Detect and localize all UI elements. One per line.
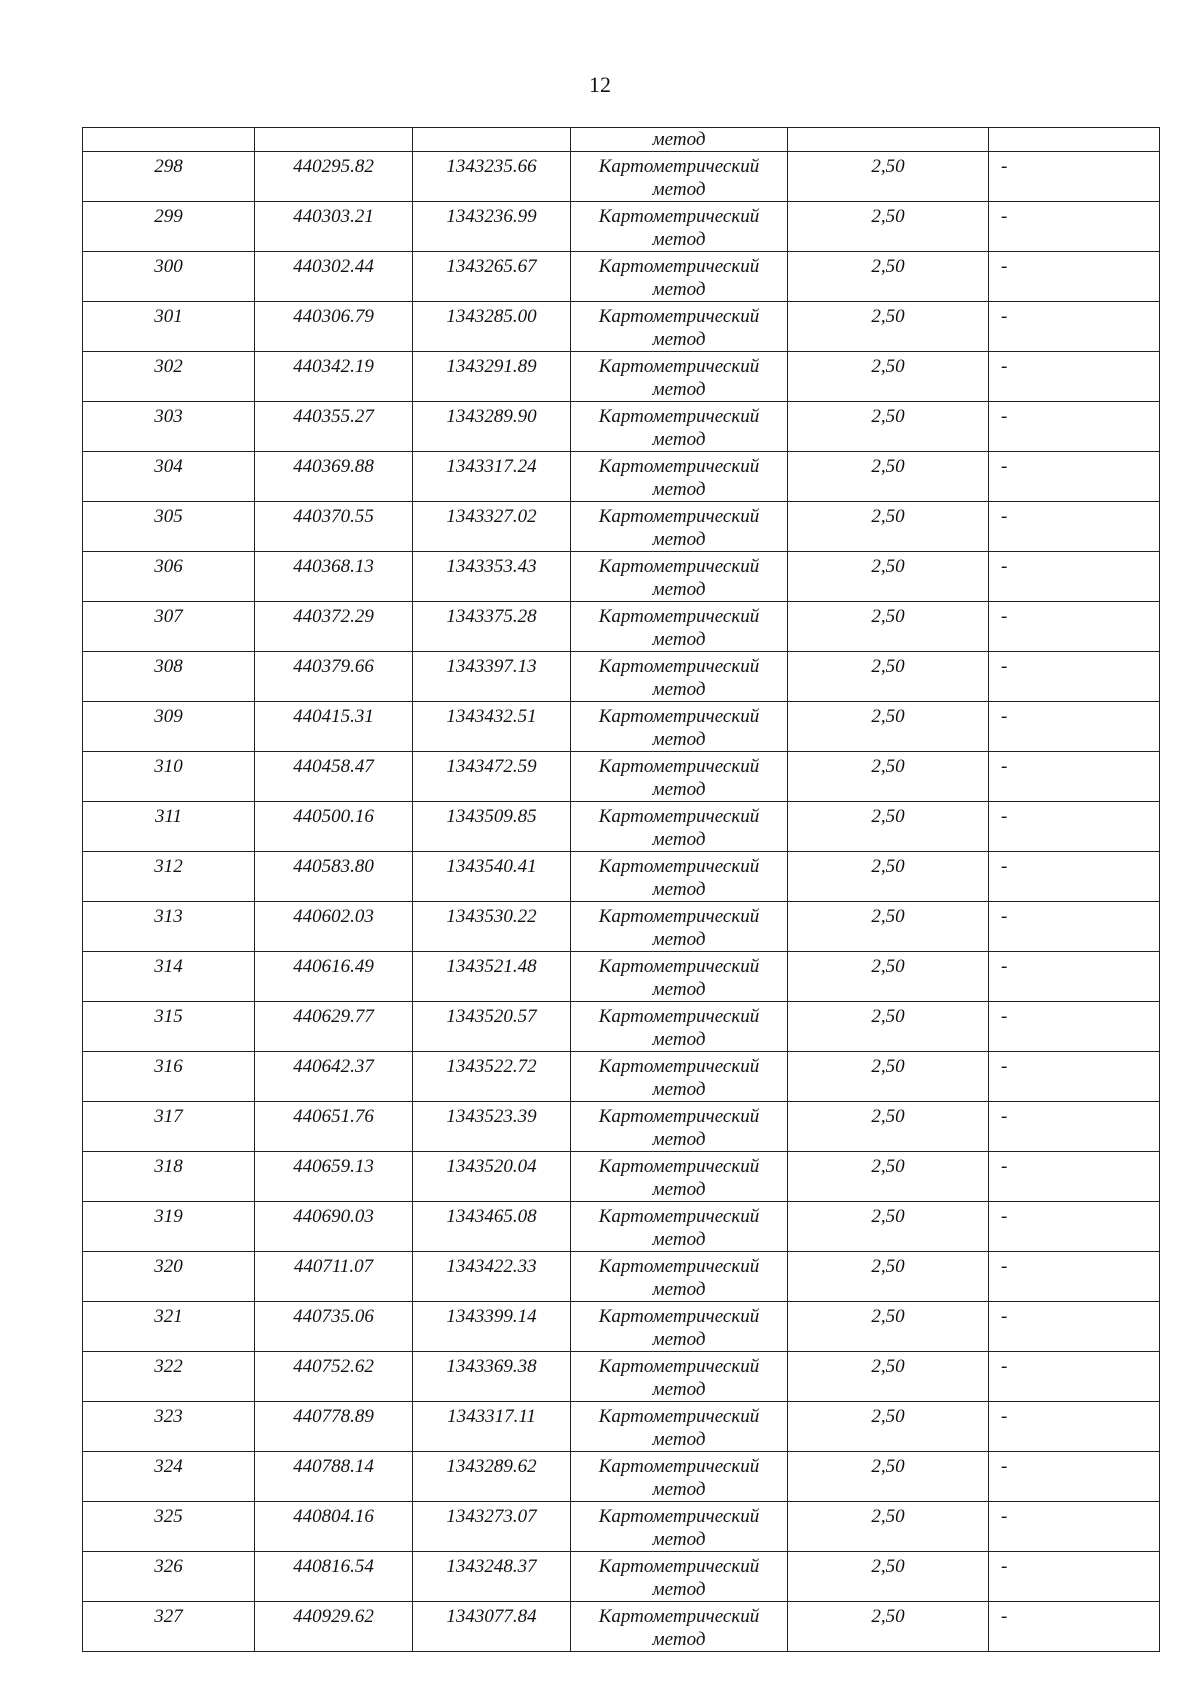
point-number-cell: 316	[83, 1052, 255, 1102]
table-row	[83, 502, 1160, 552]
accuracy-cell: 2,50	[788, 702, 989, 752]
x-coordinate-cell: 440752.62	[255, 1352, 413, 1402]
method-cell	[571, 1052, 788, 1102]
x-coordinate-cell: 440929.62	[255, 1602, 413, 1652]
point-number-cell: 299	[83, 202, 255, 252]
method-line-1: Картометрический	[598, 1356, 760, 1377]
method-line-1: Картометрический	[598, 606, 760, 627]
method-cell	[571, 202, 788, 252]
table-row	[83, 802, 1160, 852]
point-number-cell: 322	[83, 1352, 255, 1402]
note-cell: -	[989, 502, 1160, 552]
method-line-1: Картометрический	[598, 556, 760, 577]
method-cell	[571, 1402, 788, 1452]
y-coordinate-cell: 1343521.48	[413, 952, 571, 1002]
note-cell: -	[989, 1552, 1160, 1602]
x-coordinate-cell: 440355.27	[255, 402, 413, 452]
table-row	[83, 852, 1160, 902]
point-number-cell: 312	[83, 852, 255, 902]
method-line-1: Картометрический	[598, 656, 760, 677]
method-cell	[571, 802, 788, 852]
x-coordinate-cell: 440616.49	[255, 952, 413, 1002]
accuracy-cell: 2,50	[788, 1052, 989, 1102]
method-cell	[571, 702, 788, 752]
table-row	[83, 152, 1160, 202]
table-row	[83, 1402, 1160, 1452]
note-cell: -	[989, 1252, 1160, 1302]
method-line-2: метод	[652, 1629, 706, 1650]
note-cell: -	[989, 652, 1160, 702]
y-coordinate-cell: 1343465.08	[413, 1202, 571, 1252]
note-cell: -	[989, 1002, 1160, 1052]
accuracy-cell: 2,50	[788, 1102, 989, 1152]
accuracy-cell: 2,50	[788, 352, 989, 402]
table-row	[83, 302, 1160, 352]
method-line-2: метод	[652, 629, 706, 650]
table-row	[83, 1152, 1160, 1202]
method-cell	[571, 452, 788, 502]
table-row	[83, 452, 1160, 502]
method-line-2: метод	[652, 229, 706, 250]
method-line-2: метод	[652, 1529, 706, 1550]
table-row	[83, 1202, 1160, 1252]
accuracy-cell: 2,50	[788, 802, 989, 852]
x-coordinate-cell: 440415.31	[255, 702, 413, 752]
method-line-1: Картометрический	[598, 206, 760, 227]
y-coordinate-cell: 1343472.59	[413, 752, 571, 802]
table-row	[83, 702, 1160, 752]
table-row	[83, 352, 1160, 402]
method-line-2: метод	[652, 929, 706, 950]
accuracy-cell: 2,50	[788, 452, 989, 502]
method-line-1: Картометрический	[598, 756, 760, 777]
accuracy-cell: 2,50	[788, 552, 989, 602]
method-cell	[571, 602, 788, 652]
x-coordinate-cell: 440690.03	[255, 1202, 413, 1252]
x-coordinate-cell: 440651.76	[255, 1102, 413, 1152]
accuracy-cell: 2,50	[788, 902, 989, 952]
accuracy-cell: 2,50	[788, 1452, 989, 1502]
method-cell	[571, 1502, 788, 1552]
accuracy-cell: 2,50	[788, 1502, 989, 1552]
method-line-1: Картометрический	[598, 1456, 760, 1477]
table-row	[83, 652, 1160, 702]
method-cell	[571, 552, 788, 602]
accuracy-cell: 2,50	[788, 652, 989, 702]
empty-cell	[83, 128, 255, 152]
y-coordinate-cell: 1343077.84	[413, 1602, 571, 1652]
note-cell: -	[989, 1602, 1160, 1652]
method-cell	[571, 1002, 788, 1052]
note-cell: -	[989, 702, 1160, 752]
x-coordinate-cell: 440342.19	[255, 352, 413, 402]
method-line-1: Картометрический	[598, 1156, 760, 1177]
method-cell	[571, 1152, 788, 1202]
x-coordinate-cell: 440369.88	[255, 452, 413, 502]
method-line-1: Картометрический	[598, 1056, 760, 1077]
table-row	[83, 1052, 1160, 1102]
method-cell	[571, 302, 788, 352]
method-cell	[571, 852, 788, 902]
point-number-cell: 325	[83, 1502, 255, 1552]
x-coordinate-cell: 440816.54	[255, 1552, 413, 1602]
y-coordinate-cell: 1343317.24	[413, 452, 571, 502]
note-cell: -	[989, 1302, 1160, 1352]
accuracy-cell: 2,50	[788, 1402, 989, 1452]
table-row	[83, 902, 1160, 952]
table-row	[83, 1002, 1160, 1052]
empty-cell	[788, 128, 989, 152]
table-row	[83, 1502, 1160, 1552]
method-cell	[571, 1302, 788, 1352]
method-line-2: метод	[652, 1029, 706, 1050]
method-tail-cell: метод	[571, 128, 788, 152]
x-coordinate-cell: 440629.77	[255, 1002, 413, 1052]
y-coordinate-cell: 1343236.99	[413, 202, 571, 252]
table-row	[83, 1452, 1160, 1502]
accuracy-cell: 2,50	[788, 1302, 989, 1352]
method-line-1: Картометрический	[598, 1106, 760, 1127]
x-coordinate-cell: 440302.44	[255, 252, 413, 302]
y-coordinate-cell: 1343520.04	[413, 1152, 571, 1202]
method-line-2: метод	[652, 1379, 706, 1400]
y-coordinate-cell: 1343432.51	[413, 702, 571, 752]
y-coordinate-cell: 1343422.33	[413, 1252, 571, 1302]
point-number-cell: 307	[83, 602, 255, 652]
x-coordinate-cell: 440711.07	[255, 1252, 413, 1302]
x-coordinate-cell: 440735.06	[255, 1302, 413, 1352]
table-row	[83, 752, 1160, 802]
method-cell	[571, 152, 788, 202]
table-row	[83, 602, 1160, 652]
note-cell: -	[989, 252, 1160, 302]
y-coordinate-cell: 1343397.13	[413, 652, 571, 702]
y-coordinate-cell: 1343291.89	[413, 352, 571, 402]
method-line-2: метод	[652, 1229, 706, 1250]
y-coordinate-cell: 1343520.57	[413, 1002, 571, 1052]
method-line-2: метод	[652, 1479, 706, 1500]
method-line-2: метод	[652, 579, 706, 600]
note-cell: -	[989, 1152, 1160, 1202]
accuracy-cell: 2,50	[788, 752, 989, 802]
method-line-1: Картометрический	[598, 406, 760, 427]
method-line-1: Картометрический	[598, 1606, 760, 1627]
note-cell: -	[989, 402, 1160, 452]
coordinates-table	[82, 127, 1160, 1652]
point-number-cell: 318	[83, 1152, 255, 1202]
method-line-2: метод	[652, 729, 706, 750]
point-number-cell: 324	[83, 1452, 255, 1502]
point-number-cell: 320	[83, 1252, 255, 1302]
x-coordinate-cell: 440788.14	[255, 1452, 413, 1502]
method-line-2: метод	[652, 179, 706, 200]
accuracy-cell: 2,50	[788, 952, 989, 1002]
note-cell: -	[989, 152, 1160, 202]
accuracy-cell: 2,50	[788, 1352, 989, 1402]
x-coordinate-cell: 440642.37	[255, 1052, 413, 1102]
accuracy-cell: 2,50	[788, 602, 989, 652]
method-line-2: метод	[652, 1179, 706, 1200]
point-number-cell: 305	[83, 502, 255, 552]
point-number-cell: 304	[83, 452, 255, 502]
point-number-cell: 317	[83, 1102, 255, 1152]
y-coordinate-cell: 1343285.00	[413, 302, 571, 352]
point-number-cell: 311	[83, 802, 255, 852]
accuracy-cell: 2,50	[788, 1602, 989, 1652]
method-line-1: Картометрический	[598, 1306, 760, 1327]
note-cell: -	[989, 852, 1160, 902]
method-line-2: метод	[652, 1129, 706, 1150]
method-cell	[571, 652, 788, 702]
method-cell	[571, 1202, 788, 1252]
empty-cell	[989, 128, 1160, 152]
x-coordinate-cell: 440583.80	[255, 852, 413, 902]
method-cell	[571, 1102, 788, 1152]
accuracy-cell: 2,50	[788, 252, 989, 302]
method-cell	[571, 1252, 788, 1302]
y-coordinate-cell: 1343353.43	[413, 552, 571, 602]
x-coordinate-cell: 440602.03	[255, 902, 413, 952]
page-number: 12	[589, 72, 611, 97]
x-coordinate-cell: 440659.13	[255, 1152, 413, 1202]
note-cell: -	[989, 1352, 1160, 1402]
method-cell	[571, 752, 788, 802]
y-coordinate-cell: 1343327.02	[413, 502, 571, 552]
y-coordinate-cell: 1343273.07	[413, 1502, 571, 1552]
method-cell	[571, 352, 788, 402]
table-row	[83, 552, 1160, 602]
method-line-1: Картометрический	[598, 956, 760, 977]
note-cell: -	[989, 302, 1160, 352]
y-coordinate-cell: 1343317.11	[413, 1402, 571, 1452]
point-number-cell: 323	[83, 1402, 255, 1452]
note-cell: -	[989, 202, 1160, 252]
table-row	[83, 1252, 1160, 1302]
accuracy-cell: 2,50	[788, 302, 989, 352]
note-cell: -	[989, 802, 1160, 852]
method-line-1: Картометрический	[598, 1406, 760, 1427]
note-cell: -	[989, 1202, 1160, 1252]
accuracy-cell: 2,50	[788, 1002, 989, 1052]
method-cell	[571, 1452, 788, 1502]
y-coordinate-cell: 1343369.38	[413, 1352, 571, 1402]
x-coordinate-cell: 440295.82	[255, 152, 413, 202]
table-row	[83, 1602, 1160, 1652]
note-cell: -	[989, 902, 1160, 952]
method-line-2: метод	[652, 679, 706, 700]
method-line-1: Картометрический	[598, 1506, 760, 1527]
point-number-cell: 300	[83, 252, 255, 302]
method-line-1: Картометрический	[598, 1556, 760, 1577]
method-line-2: метод	[652, 479, 706, 500]
y-coordinate-cell: 1343509.85	[413, 802, 571, 852]
y-coordinate-cell: 1343540.41	[413, 852, 571, 902]
point-number-cell: 302	[83, 352, 255, 402]
accuracy-cell: 2,50	[788, 502, 989, 552]
y-coordinate-cell: 1343289.62	[413, 1452, 571, 1502]
point-number-cell: 303	[83, 402, 255, 452]
note-cell: -	[989, 1452, 1160, 1502]
method-line-2: метод	[652, 1429, 706, 1450]
y-coordinate-cell: 1343235.66	[413, 152, 571, 202]
point-number-cell: 321	[83, 1302, 255, 1352]
table-row	[83, 402, 1160, 452]
method-line-2: метод	[652, 429, 706, 450]
method-cell	[571, 252, 788, 302]
method-cell	[571, 952, 788, 1002]
x-coordinate-cell: 440306.79	[255, 302, 413, 352]
method-cell	[571, 1352, 788, 1402]
accuracy-cell: 2,50	[788, 1252, 989, 1302]
x-coordinate-cell: 440368.13	[255, 552, 413, 602]
accuracy-cell: 2,50	[788, 852, 989, 902]
note-cell: -	[989, 452, 1160, 502]
empty-cell	[255, 128, 413, 152]
accuracy-cell: 2,50	[788, 202, 989, 252]
y-coordinate-cell: 1343523.39	[413, 1102, 571, 1152]
point-number-cell: 310	[83, 752, 255, 802]
point-number-cell: 298	[83, 152, 255, 202]
y-coordinate-cell: 1343530.22	[413, 902, 571, 952]
y-coordinate-cell: 1343399.14	[413, 1302, 571, 1352]
table-row	[83, 1552, 1160, 1602]
note-cell: -	[989, 602, 1160, 652]
method-line-2: метод	[652, 329, 706, 350]
method-line-1: Картометрический	[598, 456, 760, 477]
method-line-1: Картометрический	[598, 1006, 760, 1027]
table-row	[83, 952, 1160, 1002]
point-number-cell: 314	[83, 952, 255, 1002]
point-number-cell: 326	[83, 1552, 255, 1602]
point-number-cell: 308	[83, 652, 255, 702]
method-cell	[571, 502, 788, 552]
method-line-1: Картометрический	[598, 856, 760, 877]
method-line-1: Картометрический	[598, 806, 760, 827]
table-row	[83, 1302, 1160, 1352]
point-number-cell: 301	[83, 302, 255, 352]
point-number-cell: 319	[83, 1202, 255, 1252]
x-coordinate-cell: 440804.16	[255, 1502, 413, 1552]
x-coordinate-cell: 440370.55	[255, 502, 413, 552]
note-cell: -	[989, 752, 1160, 802]
method-line-1: Картометрический	[598, 1256, 760, 1277]
method-line-2: метод	[652, 1279, 706, 1300]
x-coordinate-cell: 440458.47	[255, 752, 413, 802]
note-cell: -	[989, 352, 1160, 402]
note-cell: -	[989, 1102, 1160, 1152]
method-line-1: Картометрический	[598, 306, 760, 327]
method-line-2: метод	[652, 779, 706, 800]
y-coordinate-cell: 1343265.67	[413, 252, 571, 302]
accuracy-cell: 2,50	[788, 1552, 989, 1602]
coordinates-table-body	[83, 128, 1160, 1652]
table-row	[83, 252, 1160, 302]
note-cell: -	[989, 552, 1160, 602]
method-line-1: Картометрический	[598, 356, 760, 377]
method-line-2: метод	[652, 829, 706, 850]
method-cell	[571, 402, 788, 452]
x-coordinate-cell: 440303.21	[255, 202, 413, 252]
method-line-1: Картометрический	[598, 1206, 760, 1227]
method-line-1: Картометрический	[598, 156, 760, 177]
accuracy-cell: 2,50	[788, 1202, 989, 1252]
accuracy-cell: 2,50	[788, 1152, 989, 1202]
x-coordinate-cell: 440778.89	[255, 1402, 413, 1452]
method-line-1: Картометрический	[598, 706, 760, 727]
table-row	[83, 1352, 1160, 1402]
note-cell: -	[989, 952, 1160, 1002]
accuracy-cell: 2,50	[788, 402, 989, 452]
method-line-1: Картометрический	[598, 906, 760, 927]
point-number-cell: 306	[83, 552, 255, 602]
continuation-row	[83, 128, 1160, 152]
method-line-2: метод	[652, 879, 706, 900]
point-number-cell: 309	[83, 702, 255, 752]
y-coordinate-cell: 1343248.37	[413, 1552, 571, 1602]
method-cell	[571, 902, 788, 952]
method-line-2: метод	[652, 1579, 706, 1600]
y-coordinate-cell: 1343289.90	[413, 402, 571, 452]
note-cell: -	[989, 1502, 1160, 1552]
method-line-1: Картометрический	[598, 506, 760, 527]
method-cell	[571, 1602, 788, 1652]
method-line-2: метод	[652, 979, 706, 1000]
accuracy-cell: 2,50	[788, 152, 989, 202]
method-line-2: метод	[652, 279, 706, 300]
method-line-2: метод	[652, 529, 706, 550]
x-coordinate-cell: 440372.29	[255, 602, 413, 652]
point-number-cell: 313	[83, 902, 255, 952]
x-coordinate-cell: 440500.16	[255, 802, 413, 852]
point-number-cell: 327	[83, 1602, 255, 1652]
method-line-2: метод	[652, 379, 706, 400]
method-cell	[571, 1552, 788, 1602]
note-cell: -	[989, 1052, 1160, 1102]
x-coordinate-cell: 440379.66	[255, 652, 413, 702]
method-line-2: метод	[652, 1329, 706, 1350]
note-cell: -	[989, 1402, 1160, 1452]
table-row	[83, 1102, 1160, 1152]
y-coordinate-cell: 1343522.72	[413, 1052, 571, 1102]
empty-cell	[413, 128, 571, 152]
method-line-2: метод	[652, 1079, 706, 1100]
y-coordinate-cell: 1343375.28	[413, 602, 571, 652]
point-number-cell: 315	[83, 1002, 255, 1052]
method-line-1: Картометрический	[598, 256, 760, 277]
table-row	[83, 202, 1160, 252]
